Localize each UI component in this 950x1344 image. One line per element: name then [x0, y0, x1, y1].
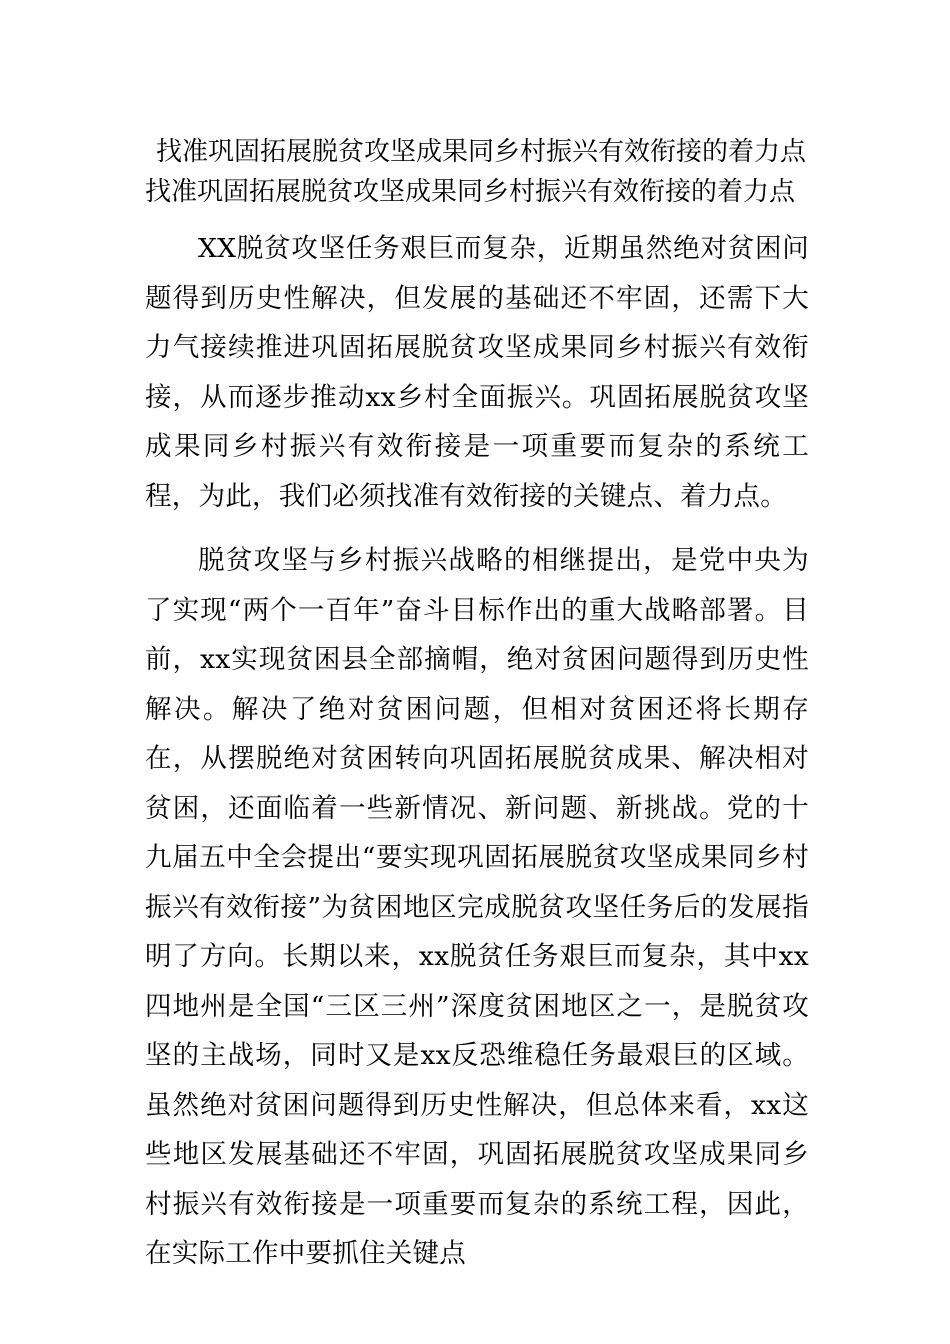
document-body — [145, 132, 809, 1279]
paragraph-background: 脱贫攻坚与乡村振兴战略的相继提出，是党中央为了实现“两个一百年”奋斗目标作出的重大战略部署。目前，xx实现贫困县全部摘帽，绝对贫困问题得到历史性解决。解决了绝对贫困问题，但相对贫困还将长期存在，从摆脱绝对贫困转向巩固拓展脱贫成果、解决相对贫困，还面临着一些新情况、新问题、新挑战。党的十九届五中全会提出“要实现巩固拓展脱贫攻坚成果同乡村振兴有效衔接”为贫困地区完成脱贫攻坚任务后的发展指明了方向。长期以来，xx脱贫任务艰巨而复杂，其中xx四地州是全国“三区三州”深度贫困地区之一，是脱贫攻坚的主战场，同时又是xx反恐维稳任务最艰巨的区域。虽然绝对贫困问题得到历史性解决，但总体来看，xx这些地区发展基础还不牢固，巩固拓展脱贫攻坚成果同乡村振兴有效衔接是一项重要而复杂的系统工程，因此，在实际工作中要抓住关键点 — [145, 545, 809, 1269]
document-title: 找准巩固拓展脱贫攻坚成果同乡村振兴有效衔接的着力点 — [156, 137, 807, 167]
document-title-repeat: 找准巩固拓展脱贫攻坚成果同乡村振兴有效衔接的着力点 — [145, 177, 796, 207]
paragraph-intro: XX脱贫攻坚任务艰巨而复杂，近期虽然绝对贫困问题得到历史性解决，但发展的基础还不牢固，还需下大力气接续推进巩固拓展脱贫攻坚成果同乡村振兴有效衔接，从而逐步推动xx乡村全面振兴。巩固拓展脱贫攻坚成果同乡村振兴有效衔接是一项重要而复杂的系统工程，为此，我们必须找准有效衔接的关键点、着力点。 — [145, 233, 809, 512]
